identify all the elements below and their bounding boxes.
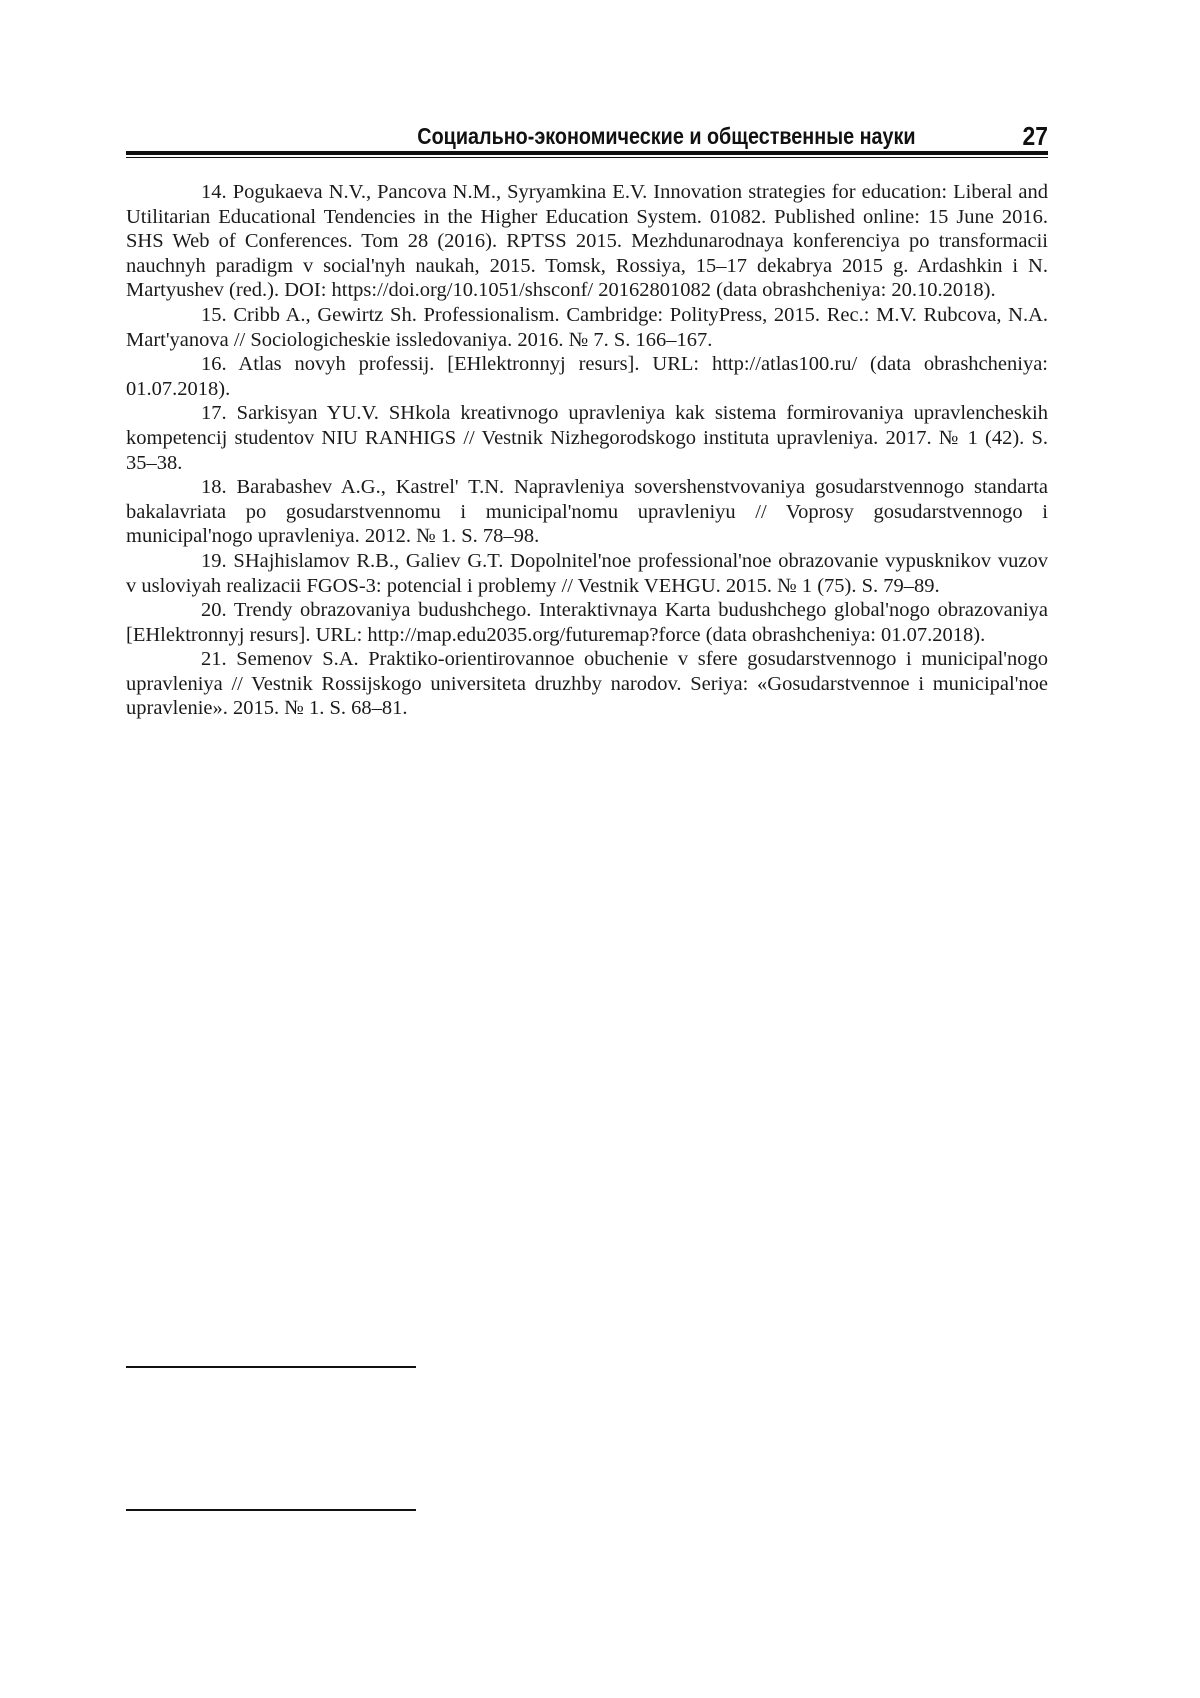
footnote-separator — [126, 1509, 416, 1511]
reference-text: SHajhislamov R.B., Galiev G.T. Dopolnitel'noe professional'noe obrazovanie vypusknikov vuzov v usloviyah realizacii FGOS-3: potencial i problemy // Vestnik VEHGU. 2015. № 1 (75). S. 79–89. — [126, 549, 1048, 597]
reference-text: Barabashev A.G., Kastrel' T.N. Napravleniya sovershenstvovaniya gosudarstvennogo standarta bakalavriata po gosudarstvennomu i municipal'nomu upravleniyu // Voprosy gosudarstvennogo i municipal'nogo upravleniya. 2012. № 1. S. 78–98. — [126, 476, 1049, 548]
reference-text: Cribb A., Gewirtz Sh. Professionalism. Cambridge: PolityPress, 2015. Rec.: M.V. Rubcova, N.A. Mart'yanova // Sociologicheskie issledovaniya. 2016. № 7. S. 166–167. — [126, 303, 1048, 351]
reference-number: 14. — [201, 181, 227, 203]
reference-text: Sarkisyan YU.V. SHkola kreativnogo upravleniya kak sistema formirovaniya upravlencheskih kompetencij studentov NIU RANHIGS // Vestnik Nizhegorodskogo instituta upravleniya. 2017. № 1 (42). S. 35–38. — [126, 402, 1049, 474]
reference-number: 18. — [201, 476, 227, 499]
reference-number: 15. — [201, 303, 227, 326]
reference-text: Atlas novyh professij. [EHlektronnyj resurs]. URL: http://atlas100.ru/ (data obrashcheniya: 01.07.2018). — [126, 353, 1048, 400]
header-rule-thick — [126, 151, 1048, 155]
reference-item — [126, 352, 1048, 401]
reference-item — [126, 303, 1048, 352]
reference-number: 19. — [201, 549, 227, 572]
reference-number: 16. — [201, 353, 227, 376]
reference-text: Trendy obrazovaniya budushchego. Interaktivnaya Karta budushchego global'nogo obrazovaniya [EHlektronnyj resurs]. URL: http://map.edu2035.org/futuremap?force (data obrashcheniya: 01.07.2018). — [126, 599, 1048, 646]
reference-item — [126, 647, 1048, 721]
reference-item — [126, 598, 1048, 647]
reference-text: Pogukaeva N.V., Pancova N.M., Syryamkina E.V. Innovation strategies for education: Liberal and Utilitarian Educational Tendencies in the Higher Education System. 01082. Published online: 15 June 2016. SHS Web of Conferences. Tom 28 (2016). RPTSS 2015. Mezhdunarodnaya konferenciya po transformacii nauchnyh paradigm v social'nyh naukah, 2015. Tomsk, Rossiya, 15–17 dekabrya 2015 g. Ardashkin i N. Martyushev (red.). DOI: https://doi.org/10.1051/shsconf/ 20162801082 (data obrashcheniya: 20.10.2018). — [126, 181, 1048, 302]
reference-text: Semenov S.A. Praktiko-orientirovannoe obuchenie v sfere gosudarstvennogo i municipal'nogo upravleniya // Vestnik Rossijskogo universiteta druzhby narodov. Seriya: «Gosudarstvennoe i municipal'noe upravlenie». 2015. № 1. S. 68–81. — [126, 648, 1049, 720]
reference-number: 20. — [201, 599, 227, 622]
running-header — [126, 121, 1048, 151]
reference-list — [126, 180, 1048, 721]
reference-item — [126, 180, 1048, 303]
journal-section-title: Социально-экономические и общественные науки — [417, 123, 916, 149]
reference-number: 21. — [201, 648, 227, 671]
reference-item — [126, 401, 1048, 475]
page-number: 27 — [1022, 121, 1048, 151]
header-rule-thin — [126, 157, 1048, 158]
reference-number: 17. — [201, 402, 227, 425]
reference-item — [126, 549, 1048, 598]
reference-item — [126, 475, 1048, 549]
footnote-separator — [126, 1366, 416, 1368]
